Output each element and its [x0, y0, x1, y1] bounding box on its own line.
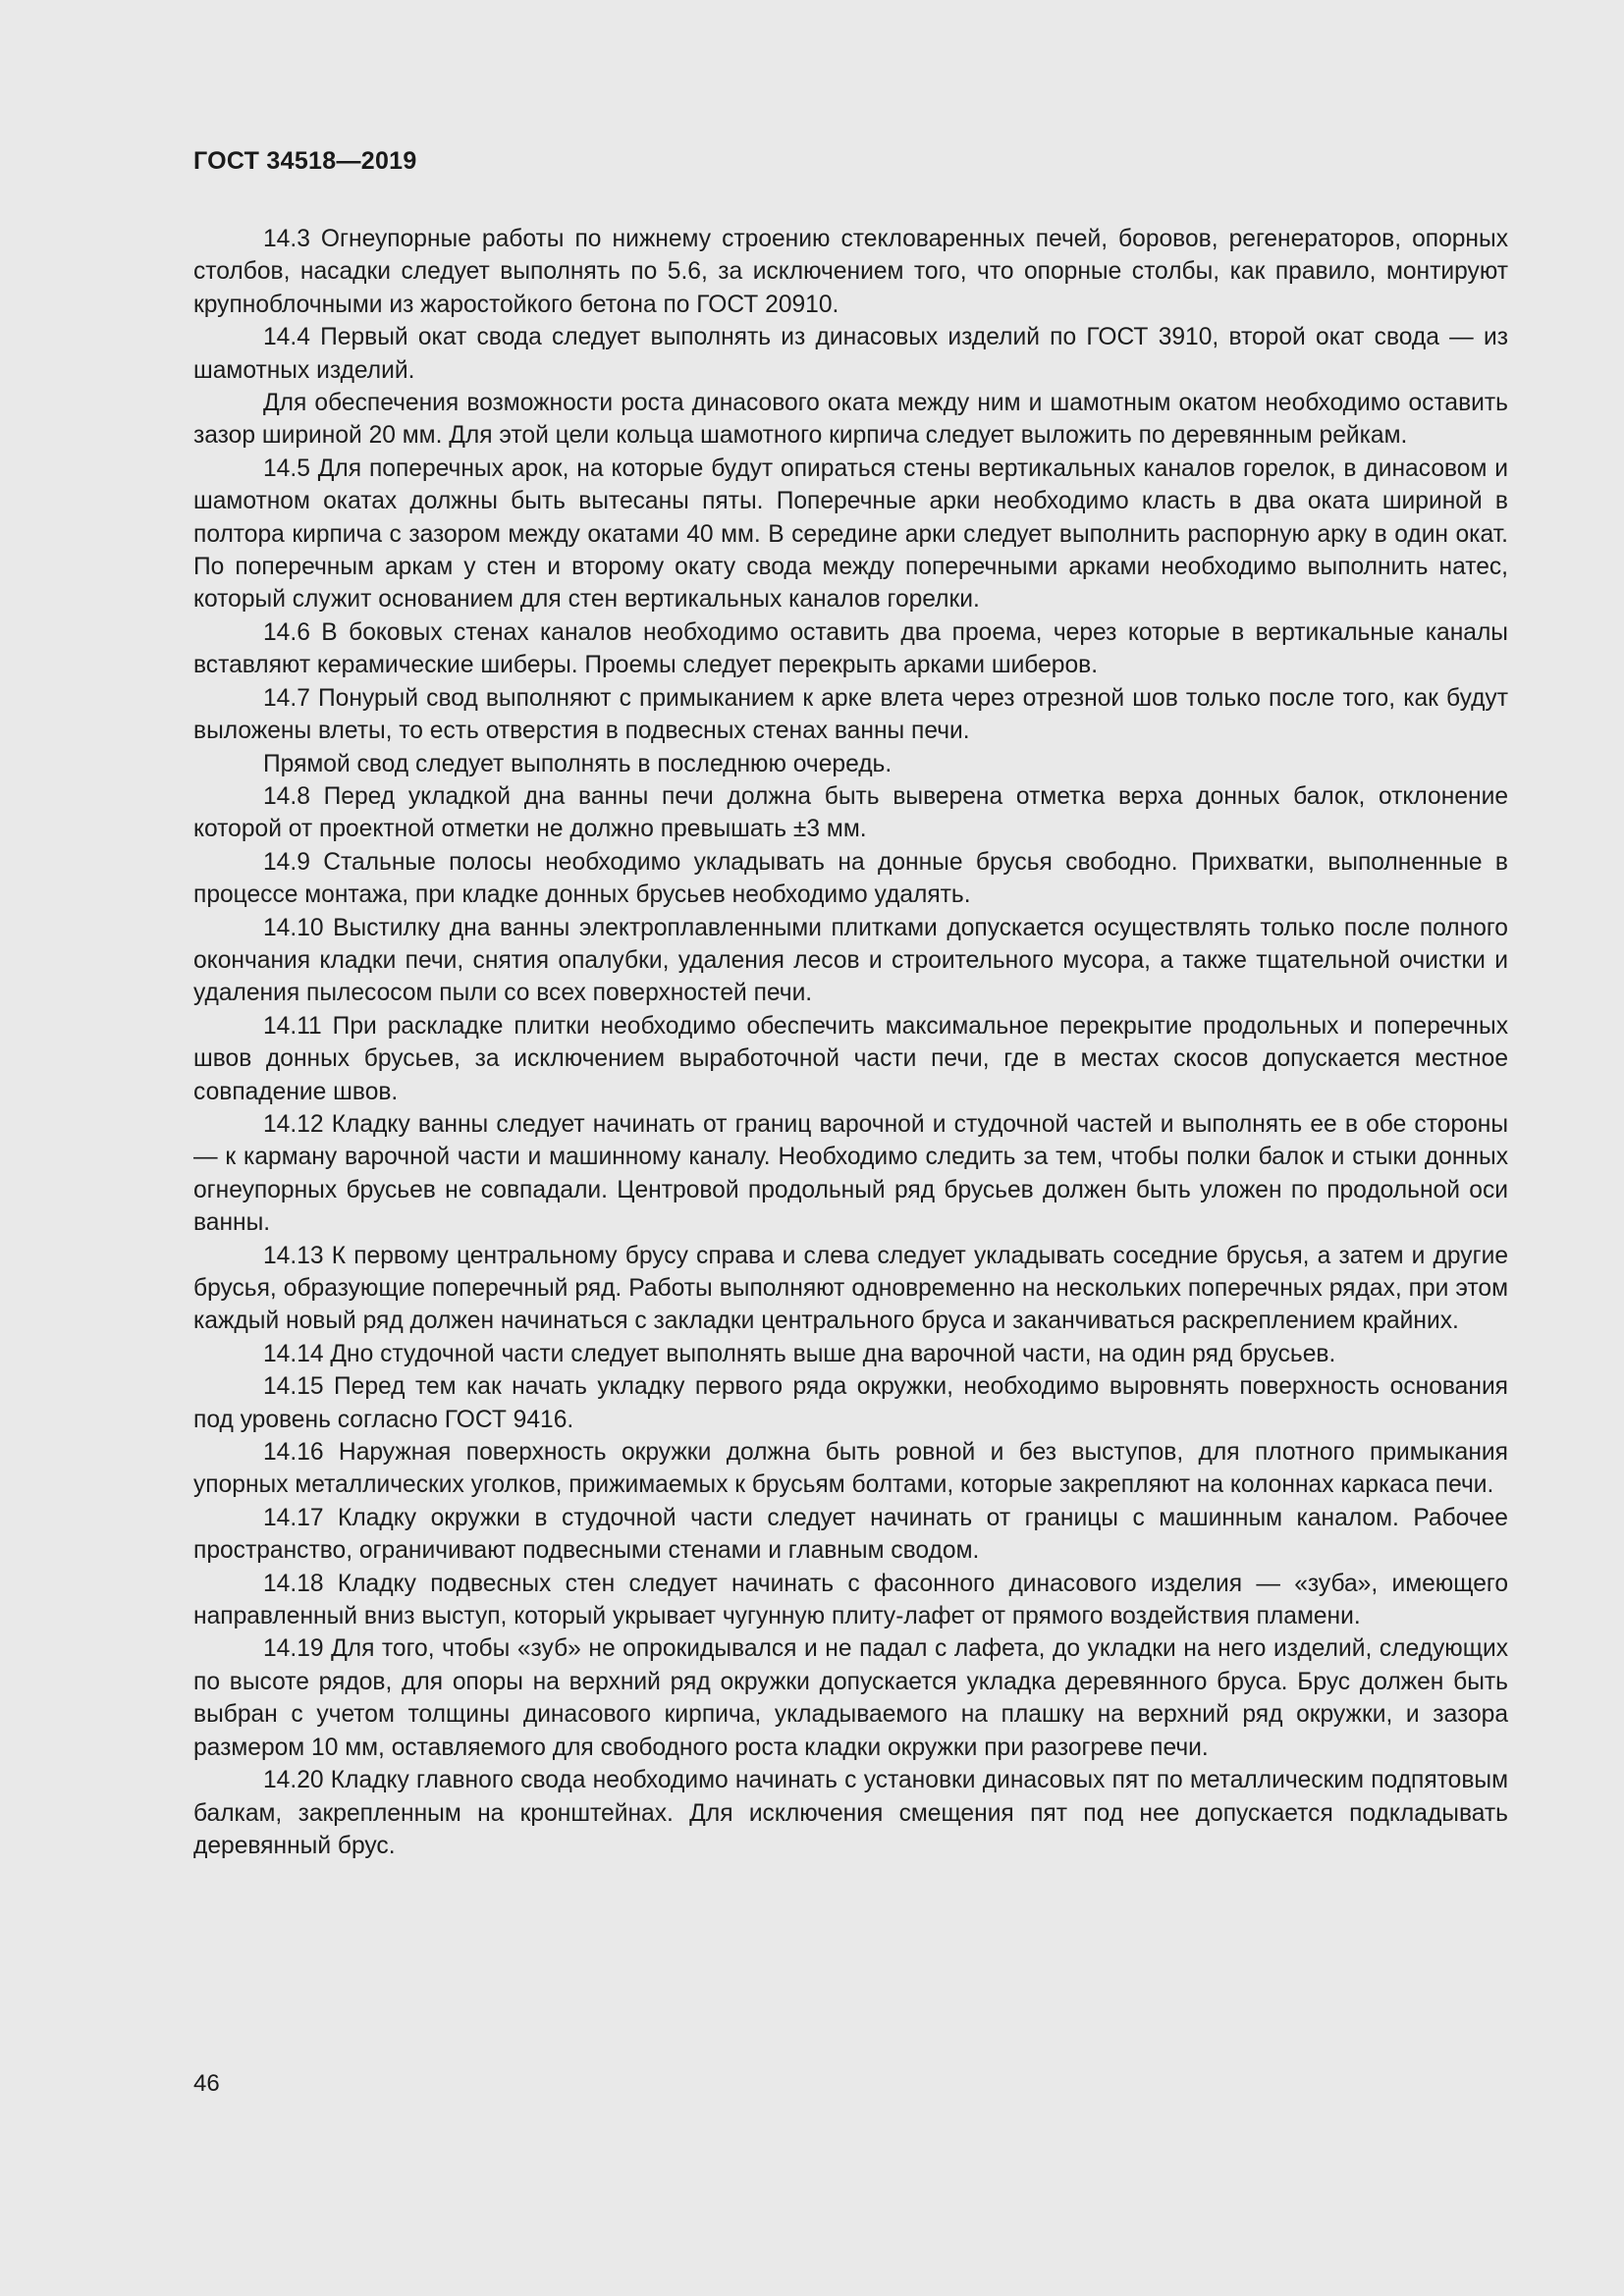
page-number: 46 — [193, 2070, 220, 2097]
paragraph-14-15: 14.15 Перед тем как начать укладку первого ряда окружки, необходимо выровнять поверхность основания под уровень согласно ГОСТ 9416. — [193, 1373, 1508, 1433]
paragraph-14-6: 14.6 В боковых стенах каналов необходимо оставить два проема, через которые в вертикальные каналы вставляют керамические шиберы. Проемы следует перекрыть арками шиберов. — [193, 618, 1508, 679]
paragraph-14-17: 14.17 Кладку окружки в студочной части следует начинать от границы с машинным каналом. Рабочее пространство, ограничивают подвесными стенами и главным сводом. — [193, 1504, 1508, 1565]
paragraph-14-4-continued: Для обеспечения возможности роста динасового оката между ним и шамотным окатом необходимо оставить зазор шириной 20 мм. Для этой цели кольца шамотного кирпича следует выложить по деревянным рейкам. — [193, 390, 1508, 450]
paragraph-14-13: 14.13 К первому центральному брусу справа и слева следует укладывать соседние брусья, а затем и другие брусья, образующие поперечный ряд. Работы выполняют одновременно на нескольких поперечных рядах, при этом каждый новый ряд должен начинаться с закладки центрального бруса и заканчиваться раскреплением крайних. — [193, 1242, 1508, 1335]
document-body — [193, 223, 1508, 1862]
paragraph-14-16: 14.16 Наружная поверхность окружки должна быть ровной и без выступов, для плотного примыкания упорных металлических уголков, прижимаемых к брусьям болтами, которые закрепляют на колоннах каркаса печи. — [193, 1439, 1508, 1499]
paragraph-14-8: 14.8 Перед укладкой дна ванны печи должна быть выверена отметка верха донных балок, отклонение которой от проектной отметки не должно превышать ±3 мм. — [193, 782, 1508, 843]
paragraph-14-4: 14.4 Первый окат свода следует выполнять из динасовых изделий по ГОСТ 3910, второй окат свода — из шамотных изделий. — [193, 324, 1508, 384]
paragraph-14-12: 14.12 Кладку ванны следует начинать от границ варочной и студочной частей и выполнять ее в обе стороны — к карману варочной части и машинному каналу. Необходимо следить за тем, чтобы полки балок и стыки донных огнеупорных брусьев не совпадали. Центровой продольный ряд брусьев должен быть уложен по продольной оси ванны. — [193, 1110, 1508, 1237]
paragraph-14-7: 14.7 Понурый свод выполняют с примыканием к арке влета через отрезной шов только после того, как будут выложены влеты, то есть отверстия в подвесных стенах ванны печи. — [193, 684, 1508, 745]
paragraph-14-19: 14.19 Для того, чтобы «зуб» не опрокидывался и не падал с лафета, до укладки на него изделий, следующих по высоте рядов, для опоры на верхний ряд окружки допускается укладка деревянного бруса. Брус должен быть выбран с учетом толщины динасового кирпича, укладываемого на плашку на верхний ряд окружки, и зазора размером 10 мм, оставляемого для свободного роста кладки окружки при разогреве печи. — [193, 1635, 1508, 1761]
paragraph-14-5: 14.5 Для поперечных арок, на которые будут опираться стены вертикальных каналов горелок, в динасовом и шамотном окатах должны быть вытесаны пяты. Поперечные арки необходимо класть в два оката шириной в полтора кирпича с зазором между окатами 40 мм. В середине арки следует выполнить распорную арку в один окат. По поперечным аркам у стен и второму окату свода между поперечными арками необходимо выполнить натес, который служит основанием для стен вертикальных каналов горелки. — [193, 454, 1508, 614]
paragraph-14-20: 14.20 Кладку главного свода необходимо начинать с установки динасовых пят по металлическим подпятовым балкам, закрепленным на кронштейнах. Для исключения смещения пят под нее допускается подкладывать деревянный брус. — [193, 1767, 1508, 1859]
paragraph-14-10: 14.10 Выстилку дна ванны электроплавленными плитками допускается осуществлять только после полного окончания кладки печи, снятия опалубки, удаления лесов и строительного мусора, а также тщательной очистки и удаления пылесосом пыли со всех поверхностей печи. — [193, 914, 1508, 1007]
paragraph-14-18: 14.18 Кладку подвесных стен следует начинать с фасонного динасового изделия — «зуба», имеющего направленный вниз выступ, который укрывает чугунную плиту-лафет от прямого воздействия пламени. — [193, 1570, 1508, 1630]
paragraph-14-14: 14.14 Дно студочной части следует выполнять выше дна варочной части, на один ряд брусьев. — [263, 1340, 1336, 1367]
document-header: ГОСТ 34518—2019 — [193, 147, 417, 175]
paragraph-14-7-continued: Прямой свод следует выполнять в последнюю очередь. — [263, 750, 893, 777]
paragraph-14-3: 14.3 Огнеупорные работы по нижнему строению стекловаренных печей, боровов, регенераторов, опорных столбов, насадки следует выполнять по 5.6, за исключением того, что опорные столбы, как правило, монтируют крупноблочными из жаростойкого бетона по ГОСТ 20910. — [193, 226, 1508, 318]
paragraph-14-9: 14.9 Стальные полосы необходимо укладывать на донные брусья свободно. Прихватки, выполненные в процессе монтажа, при кладке донных брусьев необходимо удалять. — [193, 848, 1508, 909]
paragraph-14-11: 14.11 При раскладке плитки необходимо обеспечить максимальное перекрытие продольных и поперечных швов донных брусьев, за исключением выработочной части печи, где в местах скосов допускается местное совпадение швов. — [193, 1012, 1508, 1105]
